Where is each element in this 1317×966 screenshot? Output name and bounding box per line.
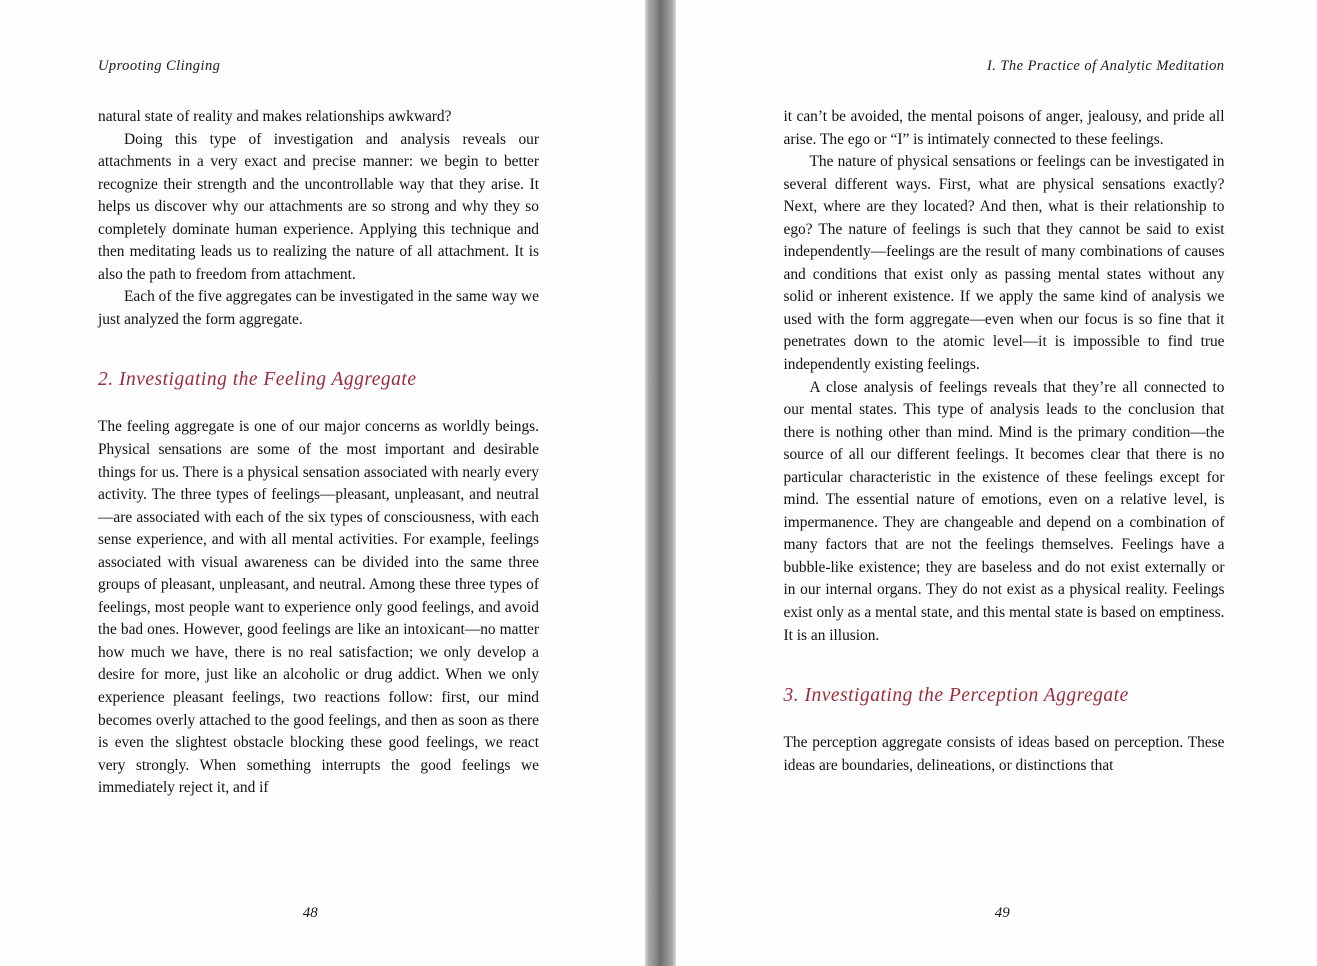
paragraph: The feeling aggregate is one of our major concerns as worldly beings. Physical sensations are some of the most important and desirable things for us. There is a physical sensation associated with nearly every activity. The three types of feelings—pleasant, unpleasant, and neutral—are associated with each of the six types of consciousness, with each sense experience, and with all mental activities. For example, feelings associated with visual awareness can be divided into the same three groups of pleasant, unpleasant, and neutral. Among these three types of feelings, most people want to experience only good feelings, and avoid the bad ones. However, good feelings are like an intoxicant—no matter how much we have, there is no real satisfaction; we only develop a desire for more, just like an alcoholic or drug addict. When we only experience pleasant feelings, two reactions follow: first, our mind becomes overly attached to the good feelings, and then as soon as there is even the slightest obstacle blocking these good feelings, we react very strongly. When something interrupts the good feelings we immediately reject it, and if xyxy=(98,418,539,797)
running-head-recto: I. The Practice of Analytic Meditation xyxy=(986,58,1225,74)
spacer xyxy=(98,393,539,416)
paragraph: Each of the five aggregates can be investigated in the same way we just analyzed the form aggregate. xyxy=(98,288,539,328)
paragraph: natural state of reality and makes relationships awkward? xyxy=(98,108,452,125)
page-number-recto: 49 xyxy=(994,905,1010,921)
page-number-verso: 48 xyxy=(302,905,318,921)
running-head-verso: Uprooting Clinging xyxy=(98,58,221,74)
page-verso xyxy=(0,0,645,966)
paragraph: The nature of physical sensations or feelings can be investigated in several different ways. First, what are physical sensations exactly? Next, where are they located? And then, what is their relationship to ego? The nature of feelings is such that they cannot be said to exist independently—feelings are the result of many combinations of causes and conditions that exist only as passing mental states without any solid or inherent existence. If we apply the same kind of analysis we used with the form aggregate—even when our focus is so fine that it penetrates down to the atomic level—it is impossible to find true independently existing feelings. xyxy=(783,153,1225,374)
section-heading-feeling-aggregate: 2. Investigating the Feeling Aggregate xyxy=(98,369,417,391)
page-verso-textblock xyxy=(98,58,539,926)
paragraph: it can’t be avoided, the mental poisons of anger, jealousy, and pride all arise. The ego or “I” is intimately connected to these feelings. xyxy=(783,108,1225,148)
spacer xyxy=(784,709,1225,732)
spacer xyxy=(784,647,1225,683)
book-gutter xyxy=(645,0,676,966)
spacer xyxy=(98,331,539,367)
section-heading-perception-aggregate: 3. Investigating the Perception Aggregate xyxy=(783,685,1129,707)
paragraph: Doing this type of investigation and analysis reveals our attachments in a very exact and precise manner: we begin to better recognize their strength and the uncontrollable way that they arise. It helps us discover why our attachments are so strong and why they so completely dominate human experience. Applying this technique and then meditating leads us to realizing the nature of all attachment. It is also the path to freedom from attachment. xyxy=(98,130,539,283)
page-recto xyxy=(676,0,1317,966)
page-recto-textblock xyxy=(784,58,1225,926)
paragraph: A close analysis of feelings reveals that they’re all connected to our mental states. This type of analysis leads to the conclusion that there is nothing other than mind. Mind is the primary condition—the source of all our different feelings. It becomes clear that there is no particular characteristic in the existence of these feelings except for mind. The essential nature of emotions, even on a relative level, is impermanence. They are changeable and depend on a combination of many factors that are not the feelings themselves. Feelings have a bubble-like existence; they are baseless and do not exist externally or in our internal organs. They do not exist as a physical reality. Feelings exist only as a mental state, and this mental state is based on emptiness. It is an illusion. xyxy=(783,378,1225,644)
paragraph: The perception aggregate consists of ideas based on perception. These ideas are boundaries, delineations, or distinctions that xyxy=(783,734,1225,774)
